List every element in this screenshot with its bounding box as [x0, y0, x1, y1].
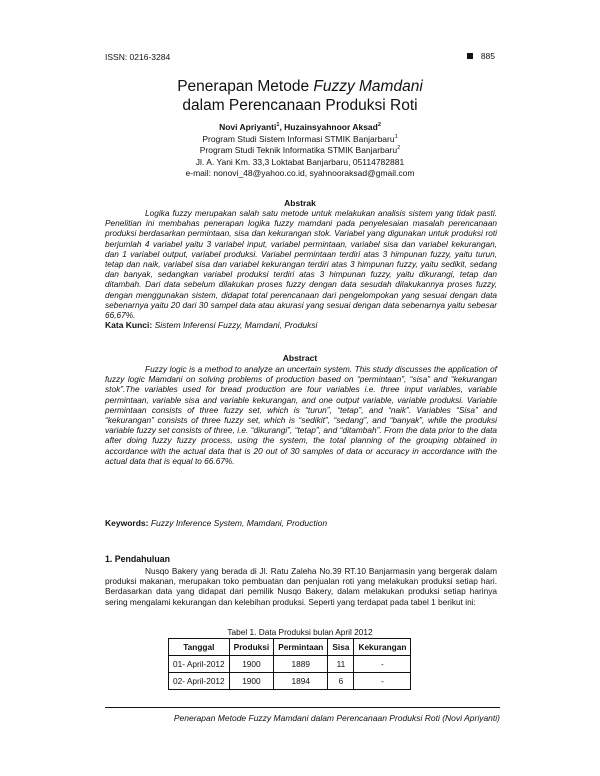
table-row [169, 656, 411, 673]
paper-title [0, 77, 600, 115]
cell: 1889 [274, 656, 328, 673]
footer-divider [105, 707, 500, 708]
cell: 01- April-2012 [169, 656, 230, 673]
author-1: Novi Apriyanti [219, 122, 277, 132]
table-caption: Tabel 1. Data Produksi bulan April 2012 [227, 627, 373, 637]
address: Jl. A. Yani Km. 33,3 Loktabat Banjarbaru, 05114782881 [195, 156, 405, 167]
cell: - [354, 673, 411, 690]
title-italic: Fuzzy Mamdani [313, 78, 423, 95]
kata-kunci-label: Kata Kunci: [105, 320, 153, 330]
abstrak-heading: Abstrak [284, 198, 316, 208]
cell: 02- April-2012 [169, 673, 230, 690]
header-permintaan: Permintaan [274, 639, 328, 656]
affiliation-2: Program Studi Teknik Informatika STMIK Banjarbaru$^2$ [199, 145, 401, 155]
cell: - [354, 656, 411, 673]
abstrak-text: Logika fuzzy merupakan salah satu metode untuk melakukan analisis sistem yang tidak pasti. Penelitian ini membahas penerapan logika fuzzy mamdani pada penyelesaian masalah perencanaan produksi berdasarkan permintaan, sisa dan kekurangan stok. Variabel yang digunakan untuk produksi roti berjumlah 4 variabel yaitu 3 variabel input, variabel permintaan, variabel sisa dan variabel kekurangan, dan 1 variabel output, variabel produksi. Variabel permintaan terdiri atas 3 himpunan fuzzy, yaitu turun, tetap dan naik, variabel sisa dan variabel kekurangan terdiri atas 3 himpunan fuzzy, yaitu sedikit, sedang dan banyak, sedangkan variabel produksi terdiri atas 3 himpunan fuzzy, yaitu dikurangi, tetap dan ditambah. Dari data sebelum dilakukan proses fuzzy dengan data sesudah dilakukannya proses fuzzy, dengan menggunakan sistem, didapat total perencanaan dari pengelompokan yang sesuai dengan data sebenarnya yaitu 20 dari 30 sampel data atau akurasi yang sesuai dengan data sebenarnya yaitu sebesar 66,67%. [105, 208, 497, 321]
header-produksi: Produksi [229, 639, 274, 656]
keywords-text: Fuzzy Inference System, Mamdani, Production [150, 518, 328, 528]
header-tanggal: Tanggal [169, 639, 230, 656]
header-sisa: Sisa [328, 639, 354, 656]
author-block [0, 122, 600, 180]
issn-header: ISSN: 0216-3284 [105, 52, 171, 62]
section-heading: 1. Pendahuluan [105, 554, 171, 564]
cell: 1900 [229, 656, 274, 673]
section-text: Nusqo Bakery yang berada di Jl. Ratu Zaleha No.39 RT.10 Banjarmasin yang bergerak dalam produksi makanan, merupakan toko pembuatan dan penjualan roti yang melakukan produksi setiap hari. Berdasarkan data yang didapat dari pemilik Nusqo Bakery, dalam melakukan produksi setiap harinya sering mengalami kekurangan dan kelebihan produksi. Seperti yang terdapat pada tabel 1 berikut ini: [105, 566, 497, 607]
keywords [105, 518, 505, 528]
cell: 11 [328, 656, 354, 673]
author-2: Huzainsyahnoor Aksad [284, 122, 378, 132]
author-separator: , [279, 122, 285, 132]
keywords-label: Keywords: [105, 518, 149, 528]
cell: 6 [328, 673, 354, 690]
affiliation-1: Program Studi Sistem Informasi STMIK Banjarbaru$^1$ [202, 133, 398, 144]
header-kekurangan: Kekurangan [354, 639, 411, 656]
kata-kunci [105, 320, 505, 330]
square-bullet-icon [467, 53, 473, 59]
page-number-header [467, 51, 495, 61]
title-line2: dalam Perencanaan Produksi Roti [182, 97, 418, 114]
author-2-sup: 2 [377, 122, 381, 129]
page-number: 885 [480, 51, 495, 61]
author-names [0, 122, 600, 134]
author-1-sup: 1 [276, 122, 280, 129]
footer-text: Penerapan Metode Fuzzy Mamdani dalam Perencanaan Produksi Roti (Novi Apriyanti) [173, 713, 500, 723]
cell: 1894 [274, 673, 328, 690]
kata-kunci-text: Sistem Inferensi Fuzzy, Mamdani, Produksi [154, 320, 318, 330]
production-table [168, 638, 411, 690]
cell: 1900 [229, 673, 274, 690]
table-header-row [169, 639, 411, 656]
title-line1: Penerapan Metode [177, 78, 314, 95]
email: e-mail: nonovi_48@yahoo.co.id, syahnooraksad@gmail.com [185, 168, 415, 178]
abstract-heading: Abstract [282, 353, 318, 363]
abstract-text: Fuzzy logic is a method to analyze an uncertain system. This study discusses the application of fuzzy logic Mamdani on solving problems of production based on “permintaan”, “sisa” and “kekurangan stok”.The variables used for bread production are four variables i.e. three input variables, variable permintaan, variable sisa and variable kekurangan, and one output variable, variable produksi. Variable permintaan consists of three fuzzy set, which is “turun”, “tetap”, and “naik”. Variables “Sisa” and “kekurangan” consists of three fuzzy set, which is “sedikit”, “sedang”, and “banyak”, while the produksi variable fuzzy set consists of three, i.e. “dikurangi”, “tetap”, and “ditambah”. From the data prior to the data after doing fuzzy fuzzy process, using the system, the total planning of the grouping obtained in accordance with the actual data that is 20 out of 30 samples of data or accuracy in accordance with the actual data that is equal to 66.67%. [105, 364, 497, 466]
table-row [169, 673, 411, 690]
